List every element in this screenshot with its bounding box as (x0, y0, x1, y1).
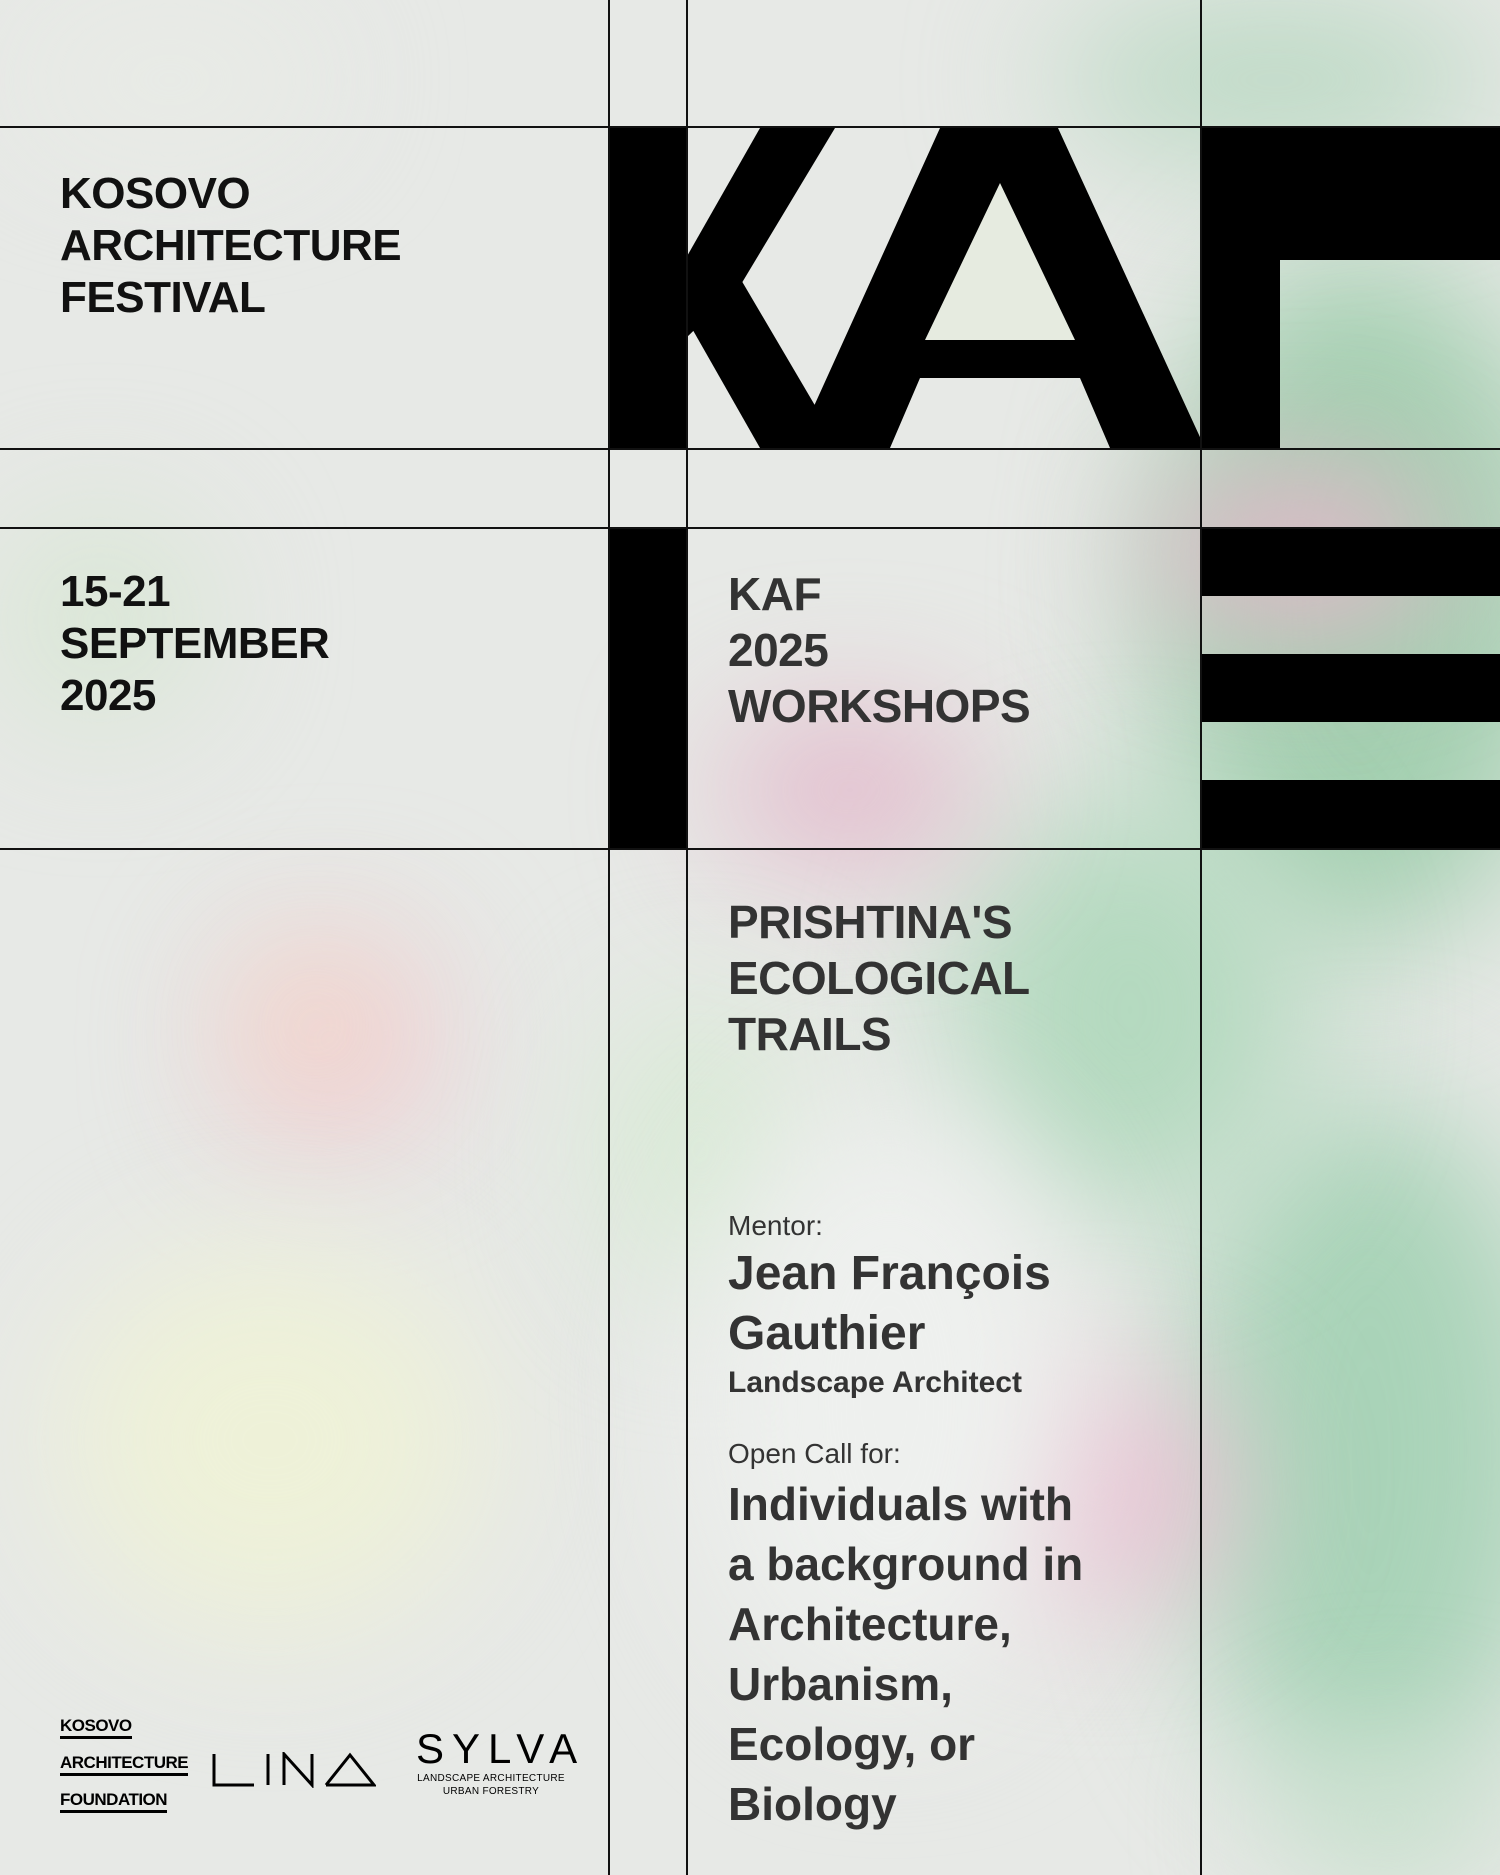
mentor-name: Jean François Gauthier (728, 1247, 1051, 1360)
festival-title: KOSOVO ARCHITECTURE FESTIVAL (60, 169, 402, 322)
workshop-title: PRISHTINA'S ECOLOGICAL TRAILS (728, 896, 1030, 1060)
mentor-role: Landscape Architect (728, 1366, 1022, 1399)
open-call-audience: Individuals with a background in Architecture, Urbanism, Ecology, or Biology (728, 1478, 1084, 1830)
grid-line (1200, 0, 1202, 1875)
letter-i-bar (610, 528, 686, 848)
grid-line (0, 527, 1500, 529)
grid-line (0, 848, 1500, 850)
sylva-logo: SYLVA LANDSCAPE ARCHITECTURE URBAN FORESTRY (416, 1725, 586, 1797)
grid-line (0, 448, 1500, 450)
kaf-letter-a (795, 128, 1205, 448)
festival-dates: 15-21 SEPTEMBER 2025 (60, 567, 330, 720)
kosovo-architecture-foundation-logo: KOSOVO ARCHITECTURE FOUNDATION (60, 1716, 170, 1827)
grid-line (608, 0, 610, 1875)
grid-line (0, 126, 1500, 128)
open-call-label: Open Call for: (728, 1438, 901, 1469)
lina-logo (212, 1752, 376, 1788)
event-heading: KAF 2025 WORKSHOPS (728, 568, 1031, 732)
grid-line (686, 0, 688, 1875)
mentor-label: Mentor: (728, 1210, 823, 1241)
